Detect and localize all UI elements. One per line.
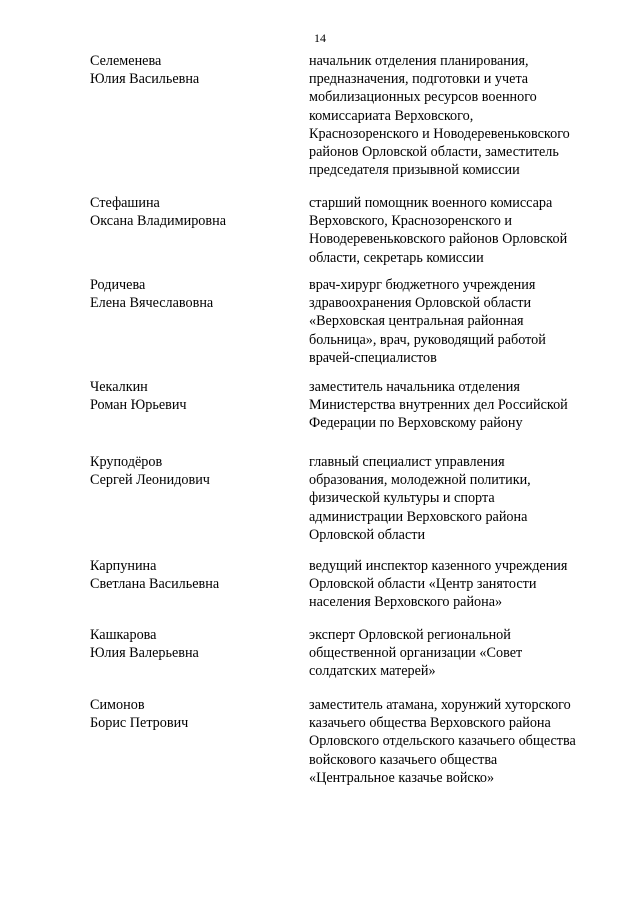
member-given-names: Юлия Васильевна <box>90 71 200 88</box>
role-line: врачей-специалистов <box>309 349 437 366</box>
role-line: Орловской области <box>309 526 426 543</box>
member-name <box>90 378 290 414</box>
role-line: солдатских матерей» <box>309 663 436 680</box>
member-role <box>309 453 619 544</box>
member-surname: Карпунина <box>90 558 157 574</box>
member-surname: Симонов <box>90 697 145 713</box>
role-line: образования, молодежной политики, <box>309 472 531 489</box>
role-line: казачьего общества Верховского района <box>309 715 551 732</box>
role-line: Краснозоренского и Новодеревеньковского <box>309 125 570 142</box>
member-surname: Селеменева <box>90 53 162 69</box>
role-line: мобилизационных ресурсов военного <box>309 89 537 106</box>
member-name <box>90 626 290 662</box>
role-line: старший помощник военного комиссара <box>309 195 553 211</box>
role-line: районов Орловской области, заместитель <box>309 144 559 161</box>
member-name <box>90 557 290 593</box>
member-given-names: Светлана Васильевна <box>90 576 220 593</box>
member-role <box>309 696 619 787</box>
member-role <box>309 194 619 267</box>
role-line: начальник отделения планирования, <box>309 53 529 69</box>
member-role <box>309 378 619 433</box>
role-line: «Верховская центральная районная <box>309 313 524 330</box>
member-name <box>90 276 290 312</box>
member-given-names: Юлия Валерьевна <box>90 645 199 662</box>
role-line: предназначения, подготовки и учета <box>309 71 529 88</box>
role-line: врач-хирург бюджетного учреждения <box>309 277 536 293</box>
role-line: здравоохранения Орловской области <box>309 295 532 312</box>
role-line: Министерства внутренних дел Российской <box>309 397 568 414</box>
role-line: Федерации по Верховскому району <box>309 415 523 432</box>
role-line: области, секретарь комиссии <box>309 249 484 266</box>
role-line: заместитель начальника отделения <box>309 379 520 395</box>
role-line: Орловского отдельского казачьего общества <box>309 733 576 750</box>
role-line: общественной организации «Совет <box>309 645 523 662</box>
role-line: заместитель атамана, хорунжий хуторского <box>309 697 571 713</box>
member-given-names: Елена Вячеславовна <box>90 295 214 312</box>
role-line: Верховского, Краснозоренского и <box>309 213 513 230</box>
role-line: главный специалист управления <box>309 454 505 470</box>
member-surname: Стефашина <box>90 195 160 211</box>
member-name <box>90 52 290 88</box>
member-name <box>90 453 290 489</box>
role-line: войскового казачьего общества <box>309 751 498 768</box>
role-line: председателя призывной комиссии <box>309 162 520 179</box>
member-role <box>309 276 619 367</box>
role-line: Новодеревеньковского районов Орловской <box>309 231 568 248</box>
role-line: комиссариата Верховского, <box>309 107 474 124</box>
role-line: эксперт Орловской региональной <box>309 627 511 643</box>
role-line: больница», врач, руководящий работой <box>309 331 546 348</box>
role-line: ведущий инспектор казенного учреждения <box>309 558 568 574</box>
role-line: Орловской области «Центр занятости <box>309 576 537 593</box>
member-surname: Чекалкин <box>90 379 148 395</box>
member-name <box>90 696 290 732</box>
member-surname: Кашкарова <box>90 627 157 643</box>
member-given-names: Борис Петрович <box>90 715 189 732</box>
page-number: 14 <box>314 31 326 45</box>
member-given-names: Оксана Владимировна <box>90 213 226 230</box>
member-surname: Круподёров <box>90 454 163 470</box>
member-role <box>309 557 619 612</box>
member-role <box>309 52 619 179</box>
member-name <box>90 194 290 230</box>
member-given-names: Сергей Леонидович <box>90 472 210 489</box>
role-line: физической культуры и спорта <box>309 490 495 507</box>
member-given-names: Роман Юрьевич <box>90 397 187 414</box>
member-role <box>309 626 619 681</box>
role-line: администрации Верховского района <box>309 508 528 525</box>
member-surname: Родичева <box>90 277 146 293</box>
role-line: населения Верховского района» <box>309 594 503 611</box>
role-line: «Центральное казачье войско» <box>309 769 495 786</box>
